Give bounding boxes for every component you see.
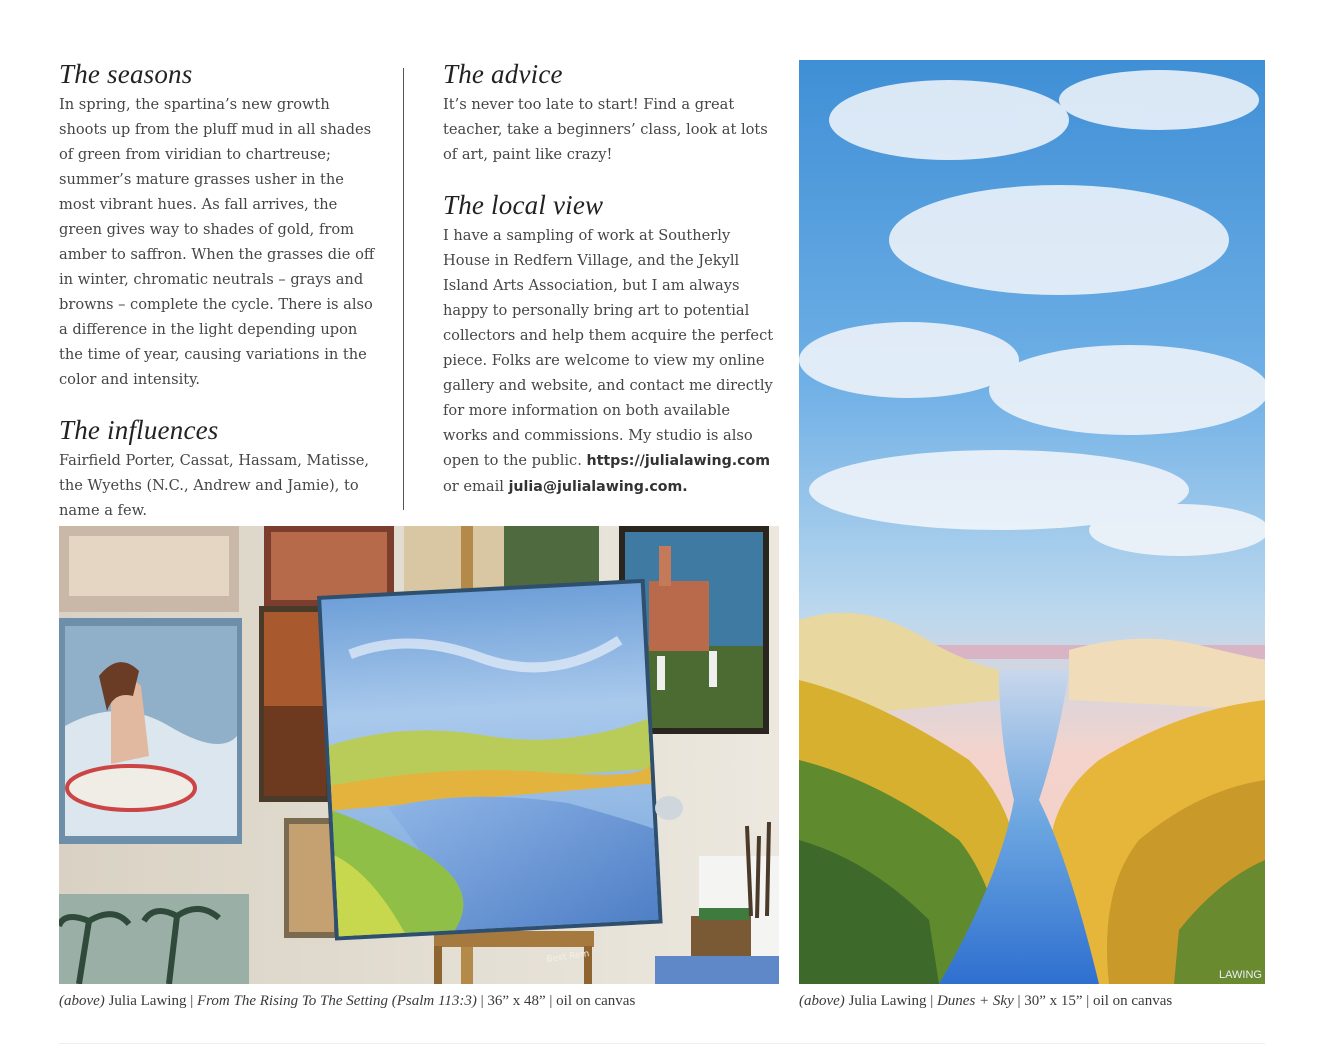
caption-right-title: Dunes + Sky [936,993,1014,1009]
studio-photo [59,526,779,984]
caption-left-details: | 36” x 48” | oil on canvas [476,993,636,1009]
caption-left-prefix: (above) [59,993,105,1009]
caption-right [799,993,1172,1010]
column-divider [403,68,404,510]
middle-column [443,58,775,522]
bottom-rule [59,1043,1265,1044]
caption-right-details: | 30” x 15” | oil on canvas [1013,993,1173,1009]
section-seasons [59,58,377,392]
heading-local-view: The local view [443,190,604,220]
heading-influences: The influences [59,415,219,445]
dunes-painting-illustration [799,60,1265,984]
caption-left [59,993,635,1010]
website-link[interactable]: https://julialawing.com [586,453,771,469]
section-advice [443,58,775,167]
or-email-text: or email [443,478,509,495]
caption-left-title: From The Rising To The Setting (Psalm 113:3) [196,993,477,1009]
caption-left-artist: Julia Lawing | [104,993,197,1009]
heading-seasons: The seasons [59,59,193,89]
body-advice: It’s never too late to start! Find a great teacher, take a beginners’ class, look at lots of art, paint like crazy! [443,96,768,163]
email-link[interactable]: julia@julialawing.com. [508,479,688,495]
left-column [59,58,377,545]
easel-label: Best Rem [546,949,590,965]
body-influences: Fairfield Porter, Cassat, Hassam, Matisse, the Wyeths (N.C., Andrew and Jamie), to name a few. [59,452,369,519]
section-local-view [443,189,775,500]
painting-signature: LAWING [1219,969,1262,981]
studio-photo-illustration [59,526,779,984]
heading-advice: The advice [443,59,563,89]
caption-right-artist: Julia Lawing | [844,993,937,1009]
caption-right-prefix: (above) [799,993,845,1009]
body-seasons: In spring, the spartina’s new growth shoots up from the pluff mud in all shades of green from viridian to chartreuse; summer’s mature grasses usher in the most vibrant hues. As fall arrives, the green gives way to shades of gold, from amber to saffron. When the grasses die off in winter, chromatic neutrals – grays and browns – complete the cycle. There is also a difference in the light depending upon the time of year, causing variations in the color and intensity. [59,96,375,388]
local-view-text: I have a sampling of work at Southerly House in Redfern Village, and the Jekyll Island Arts Association, but I am always happy to personally bring art to potential collectors and help them acquire the perfect piece. Folks are welcome to view my online gallery and website, and contact me directly for more information on both available works and commissions. My studio is also open to the public. [443,227,774,469]
body-local-view [443,223,775,500]
dunes-sky-painting [799,60,1265,984]
section-influences [59,414,377,523]
